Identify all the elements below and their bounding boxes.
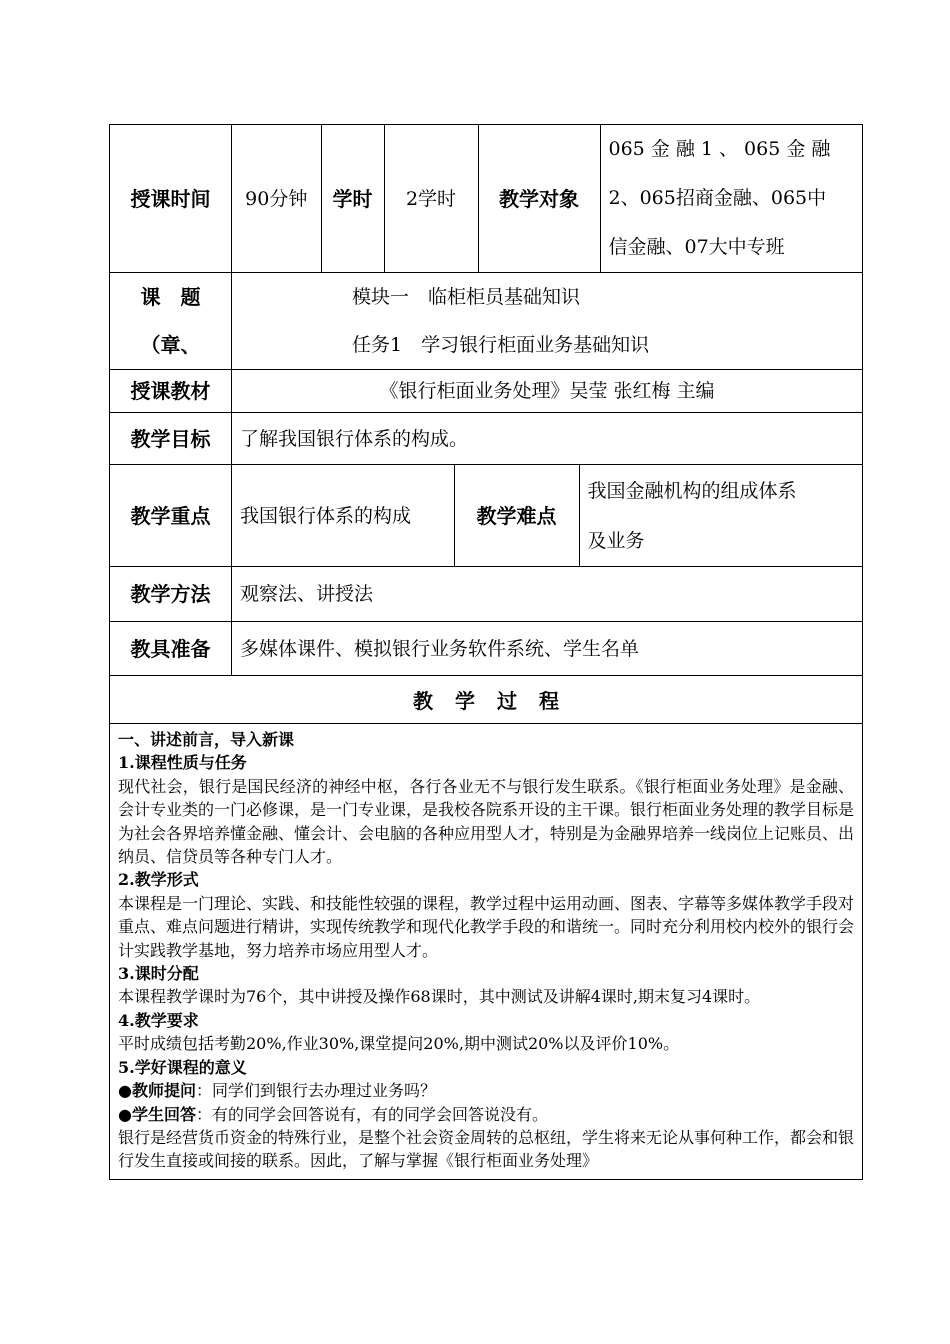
teacher-question-label: ●教师提问 (118, 1081, 196, 1101)
student-answer-text: ：有的同学会回答说有，有的同学会回答说没有。 (195, 1104, 548, 1124)
tools-row (110, 622, 863, 676)
hours-value: 2学时 (384, 125, 478, 272)
paragraph: 银行是经营货币资金的特殊行业，是整个社会资金周转的总枢纽，学生将来无论从事何种工作，都会和银行发生直接或间接的联系。因此，了解与掌握《银行柜面业务处理》 (118, 1127, 855, 1171)
objective-row (110, 413, 863, 465)
student-answer (118, 1103, 854, 1126)
paragraph: 平时成绩包括考勤20%,作业30%,课堂提问20%,期中测试20%以及评价10%。 (118, 1034, 680, 1054)
objective-value: 了解我国银行体系的构成。 (232, 413, 863, 465)
teacher-question-text: ：同学们到银行去办理过业务吗？ (195, 1081, 436, 1101)
target-value: 065 金 融 1 、 065 金 融 2、065招商金融、065中 信金融、07大中专班 (600, 125, 863, 272)
process-body-row (110, 724, 863, 1180)
process-title-row (110, 676, 863, 724)
method-label: 教学方法 (110, 567, 232, 622)
textbook-label: 授课教材 (110, 370, 232, 413)
section-heading: 一、讲述前言，导入新课 (118, 730, 295, 749)
subsection-title: 5.学好课程的意义 (118, 1057, 247, 1077)
teacher-question (118, 1079, 854, 1102)
paragraph: 本课程教学课时为76个，其中讲授及操作68课时，其中测试及讲解4课时,期末复习4课时。 (118, 987, 761, 1007)
focus-label: 教学重点 (110, 465, 232, 567)
focus-row (110, 465, 863, 567)
topic-row (110, 273, 863, 370)
process-title: 教学过程 (110, 676, 863, 724)
process-body (110, 724, 863, 1180)
tools-label: 教具准备 (110, 622, 232, 676)
student-answer-label: ●学生回答 (118, 1104, 196, 1124)
paragraph: 本课程是一门理论、实践、和技能性较强的课程，教学过程中运用动画、图表、字幕等多媒体教学手段对重点、难点问题进行精讲，实现传统教学和现代化教学手段的和谐统一。同时充分利用校内校外的银行会计实践教学基地，努力培养市场应用型人才。 (118, 893, 855, 960)
target-label: 教学对象 (478, 125, 600, 272)
subsection-title: 4.教学要求 (118, 1010, 199, 1030)
method-row (110, 567, 863, 622)
method-value: 观察法、讲授法 (232, 567, 863, 622)
lesson-plan-table (109, 124, 862, 1180)
textbook-row (110, 370, 863, 413)
subsection-title: 3.课时分配 (118, 964, 199, 984)
difficulty-label: 教学难点 (454, 465, 579, 566)
hours-label: 学时 (321, 125, 384, 272)
subsection-title: 2.教学形式 (118, 870, 199, 890)
topic-value: 模块一 临柜柜员基础知识 任务1 学习银行柜面业务基础知识 (232, 273, 863, 370)
topic-label: 课 题 （章、 (110, 273, 232, 370)
header-row (110, 125, 863, 273)
textbook-value: 《银行柜面业务处理》吴莹 张红梅 主编 (232, 370, 863, 413)
objective-label: 教学目标 (110, 413, 232, 465)
focus-value: 我国银行体系的构成 (240, 504, 412, 527)
tools-value: 多媒体课件、模拟银行业务软件系统、学生名单 (232, 622, 863, 676)
difficulty-value: 我国金融机构的组成体系 及业务 (579, 465, 863, 566)
paragraph: 现代社会，银行是国民经济的神经中枢，各行各业无不与银行发生联系。《银行柜面业务处理》是金融、会计专业类的一门必修课，是一门专业课，是我校各院系开设的主干课。银行柜面业务处理的教学目标是为社会各界培养懂金融、懂会计、会电脑的各种应用型人才，特别是为金融界培养一线岗位上记账员、出纳员、信贷员等各种专门人才。 (118, 776, 855, 867)
subsection-title: 1.课程性质与任务 (118, 753, 247, 773)
time-label: 授课时间 (110, 125, 232, 273)
time-value: 90分钟 (245, 187, 308, 210)
